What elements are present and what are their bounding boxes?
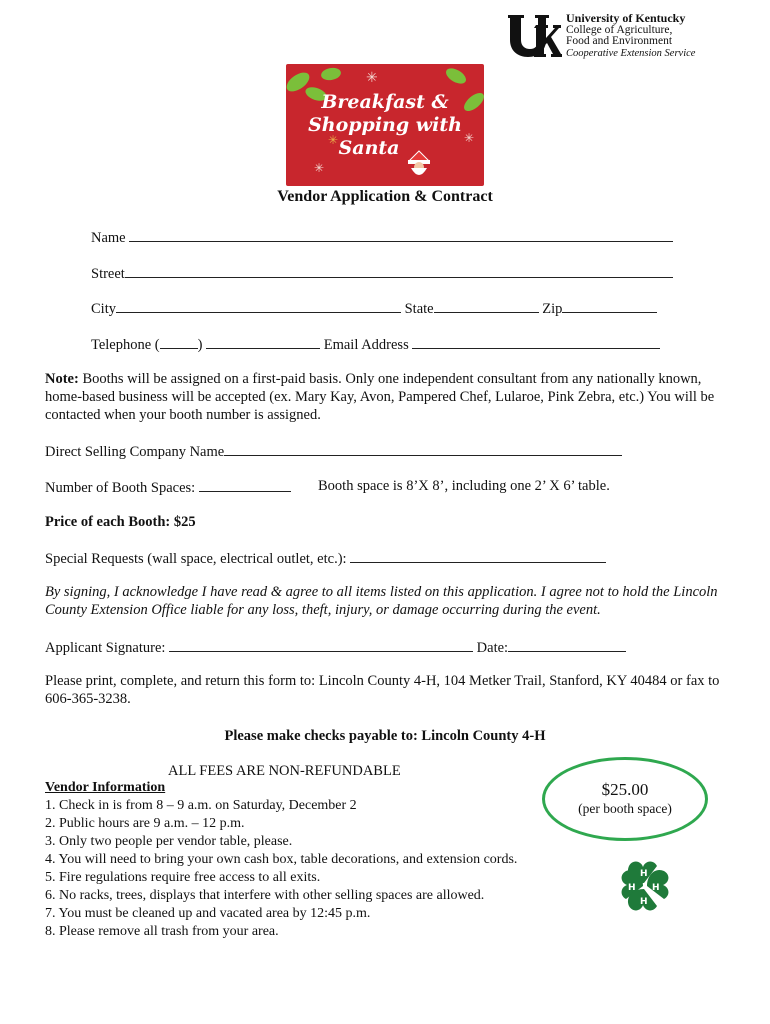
svg-text:✳: ✳ bbox=[314, 161, 325, 175]
booth-spaces-label: Number of Booth Spaces: bbox=[45, 480, 196, 496]
price-badge bbox=[542, 757, 708, 841]
svg-text:H: H bbox=[628, 883, 636, 893]
checks-payable: Please make checks payable to: Lincoln County 4-H bbox=[224, 728, 546, 744]
svg-text:✳: ✳ bbox=[328, 133, 339, 147]
list-item: 4. You will need to bring your own cash box, table decorations, and extension cords. bbox=[45, 852, 518, 867]
street-label: Street bbox=[91, 266, 125, 282]
city-row bbox=[91, 298, 657, 318]
state-field[interactable] bbox=[434, 298, 539, 313]
email-label: Email Address bbox=[323, 337, 409, 353]
city-field[interactable] bbox=[116, 298, 401, 313]
date-label: Date: bbox=[476, 640, 509, 656]
booth-price: Price of each Booth: $25 bbox=[45, 514, 196, 530]
note-text: Booths will be assigned on a first-paid basis. Only one independent consultant from any nationally known, home-based business will be accepted (ex. Mary Kay, Avon, Pampered Chef, Lularoe, Pink Zebra, etc.) You will be contacted when your booth number is assigned. bbox=[45, 371, 715, 423]
special-requests-field[interactable] bbox=[350, 548, 606, 563]
signature-row bbox=[45, 637, 626, 657]
telephone-label: Telephone ( bbox=[91, 337, 160, 353]
four-h-clover-icon bbox=[615, 857, 675, 917]
zip-field[interactable] bbox=[562, 298, 657, 313]
list-item: 3. Only two people per vendor table, please. bbox=[45, 834, 293, 849]
city-label: City bbox=[91, 301, 116, 317]
zip-label: Zip bbox=[542, 301, 563, 317]
telephone-field[interactable] bbox=[206, 334, 320, 349]
telephone-row bbox=[91, 334, 660, 354]
page-title: Vendor Application & Contract bbox=[277, 188, 493, 205]
price-amount: $25.00 bbox=[601, 780, 649, 799]
booth-size-text: Booth space is 8’X 8’, including one 2’ X 6’ table. bbox=[318, 478, 610, 494]
uk-extension: Cooperative Extension Service bbox=[566, 47, 696, 59]
return-instructions: Please print, complete, and return this form to: Lincoln County 4-H, 104 Metker Trail, Stanford, KY 40484 or fax to 606-365-3238. bbox=[45, 673, 720, 707]
event-banner bbox=[286, 64, 484, 186]
area-code-field[interactable] bbox=[160, 334, 198, 349]
name-field[interactable] bbox=[129, 227, 673, 242]
list-item: 7. You must be cleaned up and vacated area by 12:45 p.m. bbox=[45, 906, 371, 921]
fees-notice: ALL FEES ARE NON-REFUNDABLE bbox=[168, 763, 401, 779]
email-field[interactable] bbox=[412, 334, 660, 349]
banner-line-1: Breakfast & bbox=[321, 91, 449, 113]
note-label: Note: bbox=[45, 371, 79, 387]
booth-spaces-row bbox=[45, 477, 291, 497]
direct-selling-row bbox=[45, 441, 622, 461]
uk-food: Food and Environment bbox=[566, 35, 673, 47]
uk-college: College of Agriculture, bbox=[566, 23, 673, 36]
svg-text:H: H bbox=[652, 883, 660, 893]
booth-spaces-field[interactable] bbox=[199, 477, 291, 492]
svg-text:H: H bbox=[640, 869, 648, 879]
signature-label: Applicant Signature: bbox=[45, 640, 166, 656]
list-item: 1. Check in is from 8 – 9 a.m. on Saturday, December 2 bbox=[45, 798, 357, 813]
name-label: Name bbox=[91, 230, 126, 246]
svg-text:✳: ✳ bbox=[464, 131, 475, 145]
uk-name: University of Kentucky bbox=[566, 11, 686, 25]
direct-selling-field[interactable] bbox=[224, 441, 622, 456]
svg-text:✳: ✳ bbox=[366, 71, 378, 86]
list-item: 6. No racks, trees, displays that interfere with other selling spaces are allowed. bbox=[45, 888, 485, 903]
street-row bbox=[91, 263, 673, 283]
date-field[interactable] bbox=[508, 637, 626, 652]
list-item: 8. Please remove all trash from your area. bbox=[45, 924, 279, 939]
banner-line-3: Santa bbox=[338, 137, 400, 159]
uk-logo bbox=[506, 13, 696, 61]
special-requests-row bbox=[45, 548, 606, 568]
svg-text:H: H bbox=[640, 897, 648, 907]
name-row bbox=[91, 227, 673, 247]
vendor-information bbox=[45, 779, 517, 941]
banner-line-2: Shopping with bbox=[308, 114, 462, 136]
note-paragraph bbox=[45, 370, 725, 424]
acknowledgement: By signing, I acknowledge I have read & agree to all items listed on this application. I agree not to hold the Lincoln County Extension Office liable for any loss, theft, injury, or damage occurring during the event. bbox=[45, 584, 718, 618]
street-field[interactable] bbox=[125, 263, 673, 278]
list-item: 5. Fire regulations require free access to all exits. bbox=[45, 870, 321, 885]
direct-selling-label: Direct Selling Company Name bbox=[45, 444, 225, 460]
list-item: 2. Public hours are 9 a.m. – 12 p.m. bbox=[45, 816, 245, 831]
santa-icon bbox=[406, 150, 432, 178]
uk-monogram-icon bbox=[506, 13, 562, 59]
price-unit: (per booth space) bbox=[578, 801, 672, 816]
special-requests-label: Special Requests (wall space, electrical outlet, etc.): bbox=[45, 551, 347, 567]
vendor-heading: Vendor Information bbox=[45, 780, 166, 795]
signature-field[interactable] bbox=[169, 637, 473, 652]
telephone-close: ) bbox=[197, 337, 203, 353]
state-label: State bbox=[404, 301, 434, 317]
